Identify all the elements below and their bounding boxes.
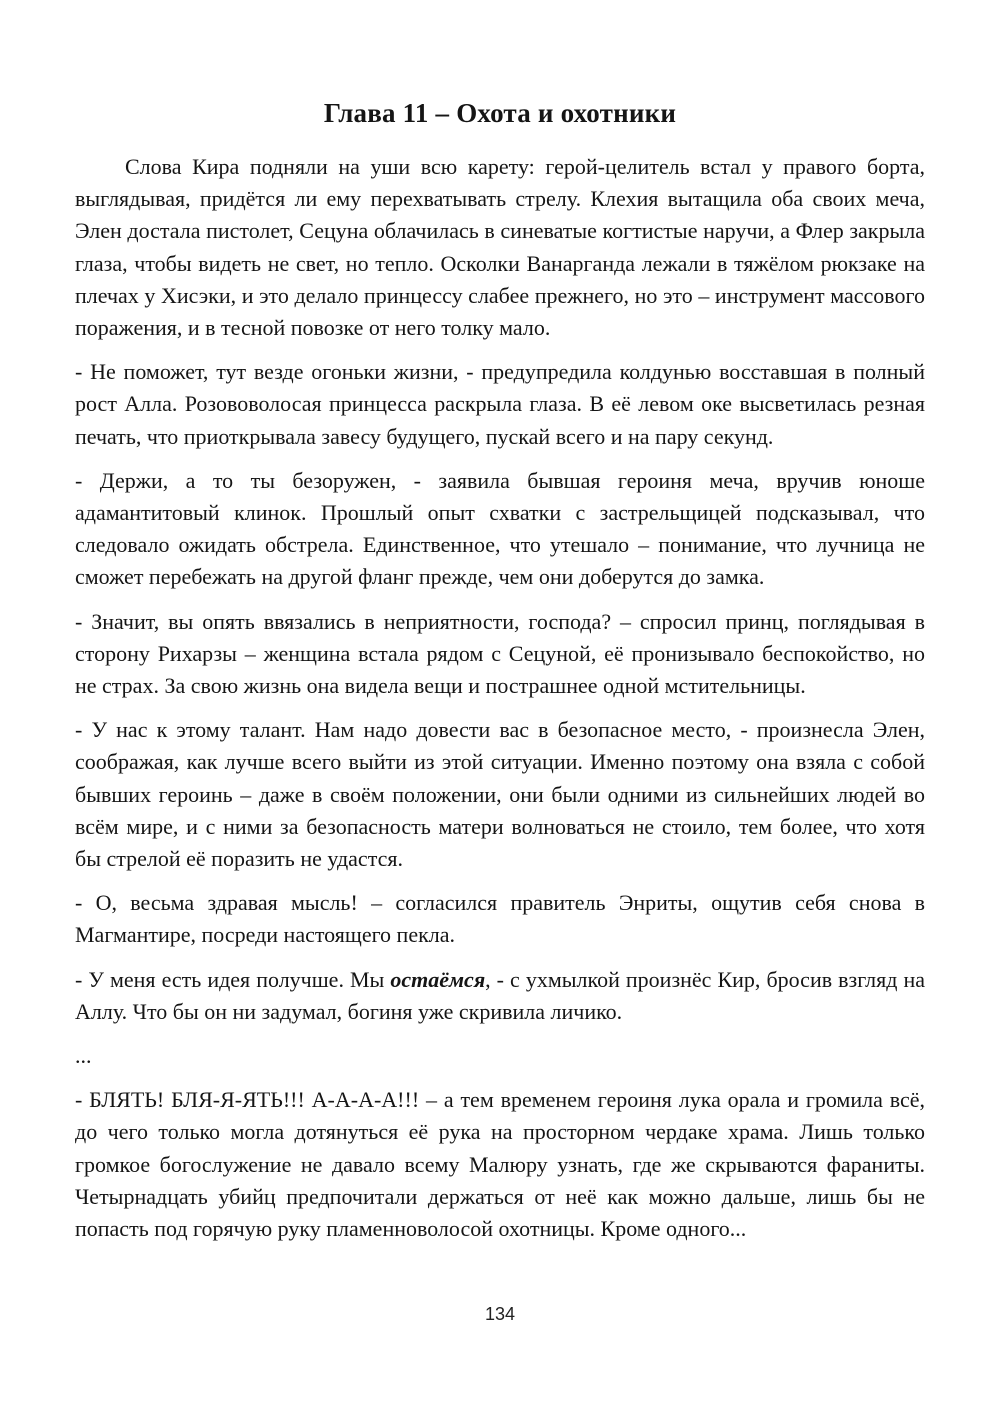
paragraph-text: - О, весьма здравая мысль! – согласился правитель Энриты, ощутив себя снова в Магмантире, посреди настоящего пекла.: [75, 890, 925, 948]
paragraph-text: Слова Кира подняли на уши всю карету: герой-целитель встал у правого борта, выглядывая, придётся ли ему перехватывать стрелу. Клехия вытащила оба своих меча, Элен достала пистолет, Сецуна облачилась в синеватые когтистые наручи, а Флер закрыла глаза, чтобы видеть не свет, но тепло. Осколки Ванарганда лежали в тяжёлом рюкзаке на плечах у Хисэки, и это делало принцессу слабее прежнего, но это – инструмент массового поражения, и в тесной повозке от него толку мало.: [75, 154, 925, 341]
paragraph: [75, 714, 925, 875]
paragraph-text: ...: [75, 1043, 92, 1069]
chapter-title: Глава 11 – Охота и охотники: [323, 98, 677, 128]
paragraph-text: - Не поможет, тут везде огоньки жизни, - предупредила колдунью восставшая в полный рост Алла. Розововолосая принцесса раскрыла глаза. В её левом оке высветилась резная печать, что приоткрывала завесу будущего, пускай всего и на пару секунд.: [75, 359, 925, 449]
page-number: 134: [484, 1304, 516, 1324]
paragraph-text: - БЛЯТЬ! БЛЯ-Я-ЯТЬ!!! А-А-А-А!!! – а тем временем героиня лука орала и громила всё, до чего только могла дотянуться её рука на просторном чердаке храма. Лишь только громкое богослужение не давало всему Малюру узнать, где же скрываются фараниты. Четырнадцать убийц предпочитали держаться от неё как можно дальше, лишь бы не попасть под горячую руку пламенноволосой охотницы. Кроме одного...: [75, 1087, 925, 1242]
paragraph: [75, 151, 925, 344]
paragraph: [75, 887, 925, 951]
paragraph-text: , - с ухмылкой произнёс Кир, бросив взгляд на Аллу. Что бы он ни задумал, богиня уже скривила личико.: [75, 966, 925, 1024]
paragraph: [75, 606, 925, 703]
paragraph: [75, 465, 925, 594]
paragraph-text: - Держи, а то ты безоружен, - заявила бывшая героиня меча, вручив юноше адамантитовый клинок. Прошлый опыт схватки с застрельщицей подсказывал, что следовало ожидать обстрела. Единственное, что утешало – понимание, что лучница не сможет перебежать на другой фланг прежде, чем они доберутся до замка.: [75, 467, 925, 590]
paragraph-text: - У меня есть идея получше. Мы: [75, 966, 391, 992]
paragraph: [75, 356, 925, 453]
paragraph-text: - У нас к этому талант. Нам надо довести вас в безопасное место, - произнесла Элен, соображая, как лучше всего выйти из этой ситуации. Именно поэтому она взяла с собой бывших героинь – даже в своём положении, они были одними из сильнейших людей во всём мире, и с ними за безопасность матери волноваться не стоило, тем более, что хотя бы стрелой её поразить не удастся.: [75, 717, 925, 872]
emphasized-word: остаёмся: [390, 966, 486, 992]
paragraph: [75, 1084, 925, 1245]
page-footer: [0, 1304, 1000, 1325]
paragraph: [75, 964, 925, 1028]
paragraph-text: - Значит, вы опять ввязались в неприятности, господа? – спросил принц, поглядывая в сторону Рихарзы – женщина встала рядом с Сецуной, её пронизывало беспокойство, но не страх. За свою жизнь она видела вещи и пострашнее одной мстительницы.: [75, 608, 925, 699]
paragraph-ellipsis: [75, 1040, 925, 1072]
